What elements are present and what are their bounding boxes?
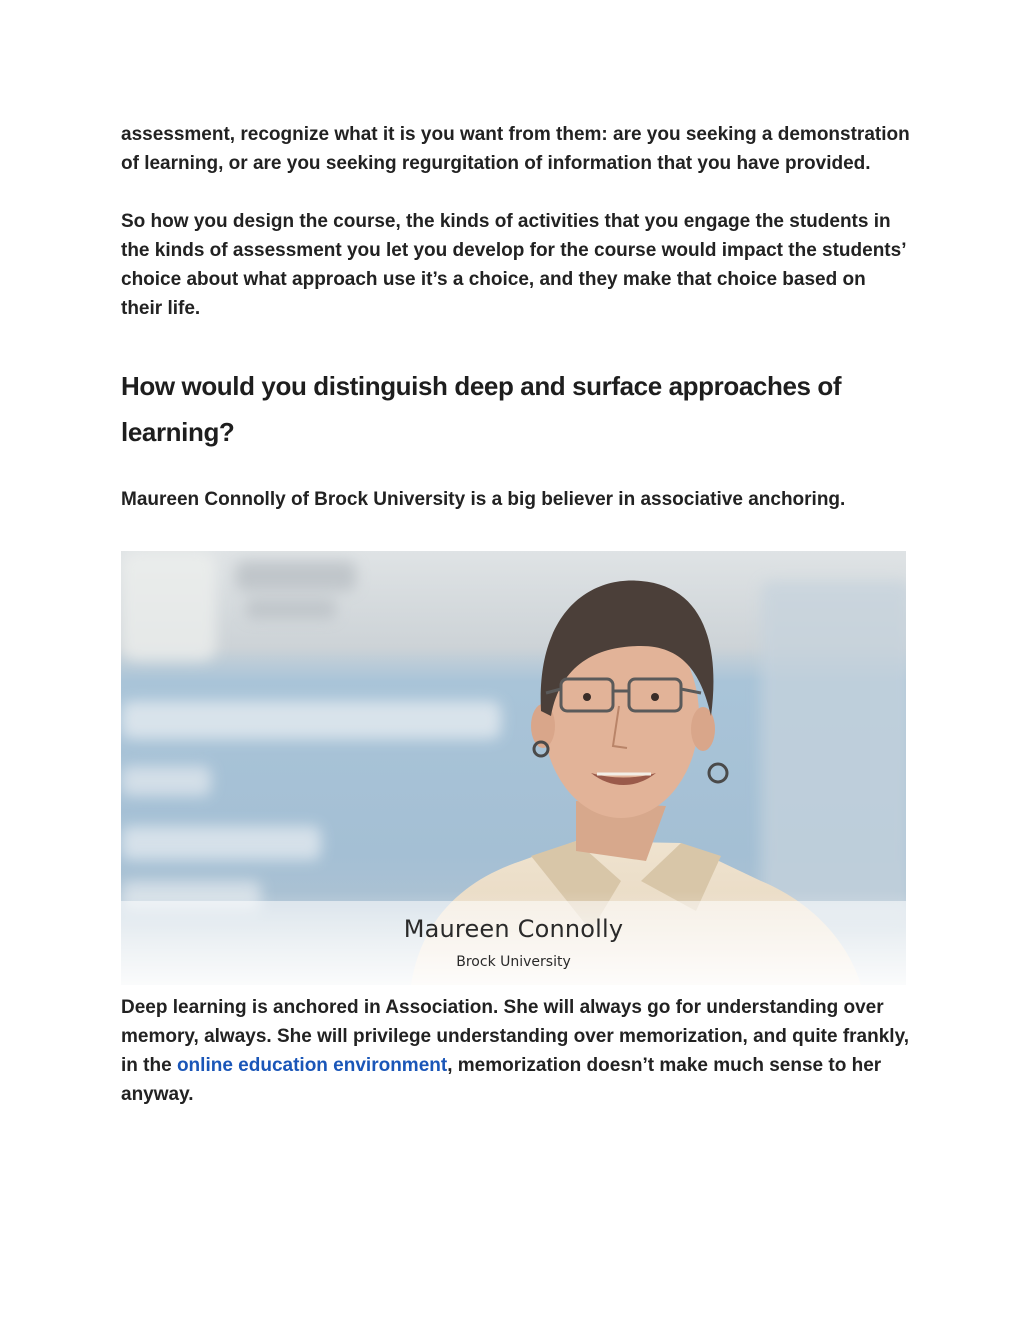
lower-third-name: Maureen Connolly bbox=[403, 915, 624, 943]
interview-video-still bbox=[121, 551, 906, 985]
section-heading: How would you distinguish deep and surface approaches of learning? bbox=[121, 371, 842, 447]
paragraph-course-design: So how you design the course, the kinds of activities that you engage the students in the kinds of assessment you let you develop for the course would impact the students’ choice about what approach use it’s a choice, and they make that choice based on their life. bbox=[121, 211, 906, 319]
online-education-link[interactable]: online education environment bbox=[176, 1055, 448, 1076]
paragraph-text-after-link: , memorization doesn’t make much sense to her anyway. bbox=[121, 1055, 882, 1105]
paragraph-text-before-link: Deep learning is anchored in Association. She will always go for understanding over memory, always. She will privilege understanding over memorization, and quite frankly, in the bbox=[121, 997, 909, 1076]
lower-third-organization: Brock University bbox=[456, 954, 571, 970]
document-page bbox=[121, 120, 911, 1109]
paragraph-intro-speaker: Maureen Connolly of Brock University is a big believer in associative anchoring. bbox=[121, 489, 846, 510]
paragraph-assessment: assessment, recognize what it is you want from them: are you seeking a demonstration of learning, or are you seeking regurgitation of information that you have provided. bbox=[121, 124, 910, 174]
paragraph-deep-learning bbox=[121, 993, 911, 1109]
